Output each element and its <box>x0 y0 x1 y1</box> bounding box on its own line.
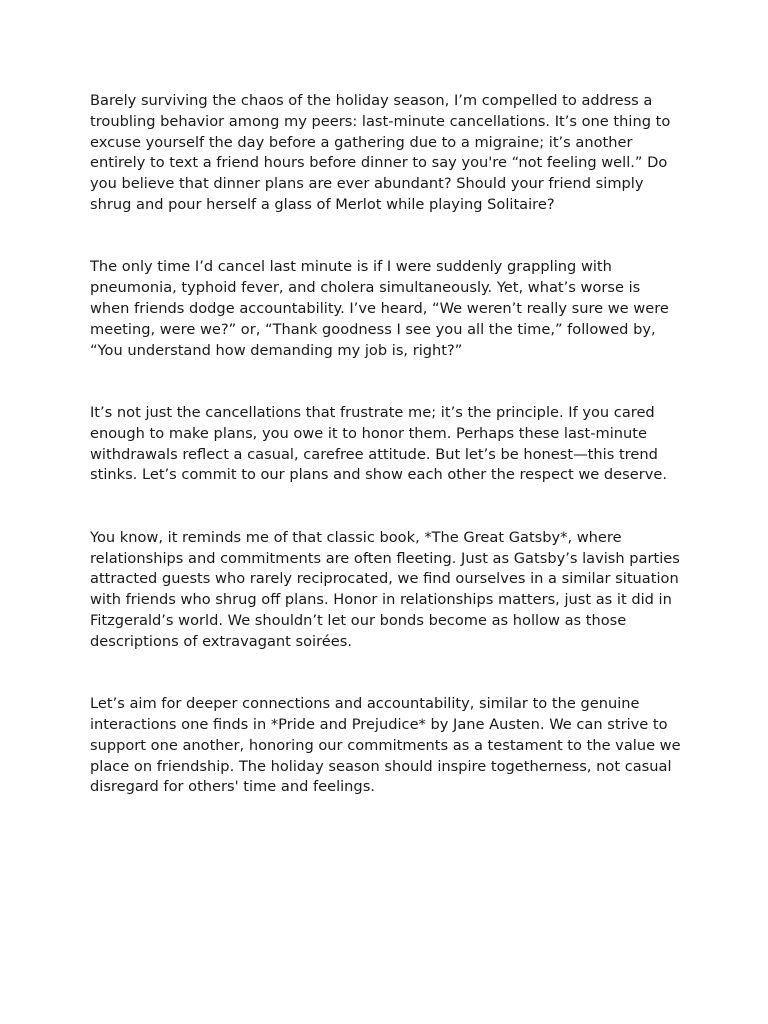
paragraph-3: It’s not just the cancellations that frustrate me; it’s the principle. If you cared enough to make plans, you owe it to honor them. Perhaps these last-minute withdrawals reflect a casual, carefree attitude. But let’s be honest—this trend stinks. Let’s commit to our plans and show each other the respect we deserve. <box>90 403 667 484</box>
paragraph-5: Let’s aim for deeper connections and accountability, similar to the genuine interactions one finds in *Pride and Prejudice* by Jane Austen. We can strive to support one another, honoring our commitments as a testament to the value we place on friendship. The holiday season should inspire togetherness, not casual disregard for others' time and feelings. <box>90 695 681 796</box>
paragraph-4: You know, it reminds me of that classic book, *The Great Gatsby*, where relationships and commitments are often fleeting. Just as Gatsby’s lavish parties attracted guests who rarely reciprocated, we find ourselves in a similar situation with friends who shrug off plans. Honor in relationships matters, just as it did in Fitzgerald’s world. We shouldn’t let our bonds become as hollow as those descriptions of extravagant soirées. <box>90 528 680 650</box>
paragraph-1: Barely surviving the chaos of the holiday season, I’m compelled to address a troubling behavior among my peers: last-minute cancellations. It’s one thing to excuse yourself the day before a gathering due to a migraine; it’s another entirely to text a friend hours before dinner to say you're “not feeling well.” Do you believe that dinner plans are ever abundant? Should your friend simply shrug and pour herself a glass of Merlot while playing Solitaire? <box>90 92 671 213</box>
document-body <box>90 91 682 840</box>
paragraph-2: The only time I’d cancel last minute is if I were suddenly grappling with pneumonia, typhoid fever, and cholera simultaneously. Yet, what’s worse is when friends dodge accountability. I’ve heard, “We weren’t really sure we were meeting, were we?” or, “Thank goodness I see you all the time,” followed by, “You understand how demanding my job is, right?” <box>90 258 669 359</box>
